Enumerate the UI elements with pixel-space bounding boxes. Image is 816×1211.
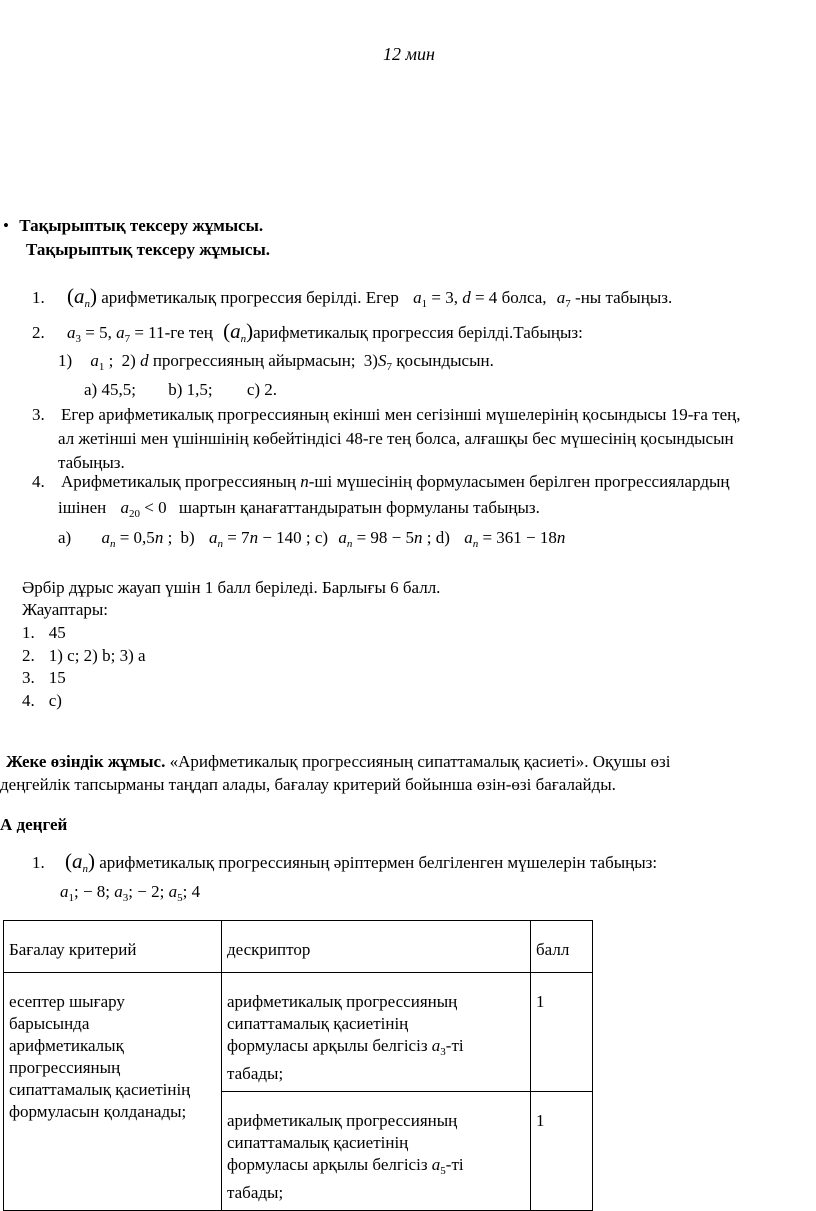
section-title: Тақырыптық тексеру жұмысы. [19,216,264,235]
question-text: -ші мүшесінің формуласымен берілген прогрессиялардың [308,472,730,491]
question-number: 2. [32,323,45,342]
descriptor-line: арифметикалық прогрессияның [227,1111,458,1130]
formula: $S_7$ [377,351,392,373]
answer-number: 1. [22,623,35,642]
formula: $a_n = 361 - 18n$ [464,528,566,550]
question-text: Арифметикалық прогрессияның [61,472,296,491]
section-title-text: Тақырыптық тексеру жұмысы. [26,240,270,259]
formula: $a_{20} < 0$ [120,498,167,520]
table-row [4,973,593,1092]
formula: $a_n = 7n - 140$ ; [208,528,311,550]
section-title-repeat [26,240,270,260]
answer-text: 45 [48,623,66,642]
header-time: 12 мин [383,44,435,64]
criterion-line: формуласын қолданады; [9,1102,187,1121]
question-1 [32,284,672,310]
formula: $(a_n)$ [67,284,97,310]
descriptor-line: табады; [227,1183,284,1202]
answer-text: 1) c; 2) b; 3) a [48,645,146,665]
subitem-number: 1) [58,351,73,370]
criterion-line: сипаттамалық қасиетінің [9,1080,191,1099]
answers-list [22,622,146,712]
question-text: болса, [501,288,547,307]
table-header: Бағалау критерий [4,921,222,973]
question-text: арифметикалық прогрессия берілді. Егер [101,288,399,307]
answer-text: 15 [48,668,66,687]
formula: $a_n = 0,5n$ ; [101,528,173,550]
option-b: b) 1,5; [168,380,213,399]
descriptor-line [227,1035,525,1063]
formula: $a_7$ [556,288,571,310]
question-number: 1. [32,853,45,872]
answer-number: 3. [22,668,35,687]
criterion-line: есептер шығару [9,992,125,1011]
question-text: ішінен [58,498,107,517]
question-text: табыңыз. [58,453,125,472]
section2-line2: деңгейлік тапсырманы таңдап алады, бағалау критерий бойынша өзін-өзі бағалайды. [0,775,616,794]
formula: $a_1$ ; [90,351,114,373]
level-title [0,815,67,835]
answer-number: 4. [22,690,35,710]
question-4-line2 [58,498,540,520]
section2-title-bold: Жеке өзіндік жұмыс. [6,752,166,771]
formula: d [140,351,149,370]
level-question-1-terms [60,882,200,904]
question-text: шартын қанағаттандыратын формуланы табыңыз. [178,498,540,517]
answer-text: c) [48,690,62,710]
answer-item [22,667,146,690]
descriptor-text: -ті [445,1036,464,1055]
question-number: 4. [32,472,45,491]
formula: $a_n = 98 - 5n$ ; [338,528,432,550]
descriptor-text: формуласы арқылы белгісіз [227,1155,428,1174]
formula: $a_1 = 3$, d = 4 [413,288,498,310]
option-c: c) 2. [246,380,278,399]
score-note: Әрбір дұрыс жауап үшін 1 балл беріледі. Барлығы 6 балл. [22,578,441,597]
criterion-line: барысында [9,1014,90,1033]
descriptor-cell [222,1092,531,1211]
descriptor-line: сипаттамалық қасиетінің [227,1133,409,1152]
subitem-text: қосындысын. [396,351,494,370]
answer-item [22,690,146,713]
formula: $a_3 = 5$, $a_7 = 11$ [67,323,165,345]
table-header: дескриптор [222,921,531,973]
descriptor-line: табады; [227,1064,284,1083]
score-cell: 1 [531,1092,593,1211]
formula: $a_3$ [431,1036,446,1058]
descriptor-line: арифметикалық прогрессияның [227,992,458,1011]
level-title-text: А деңгей [0,815,68,834]
table-header-row [4,921,593,973]
score-cell: 1 [531,973,593,1092]
question-2-sub [58,351,494,373]
question-number: 1. [32,288,45,307]
answer-number: 2. [22,645,35,665]
question-number: 3. [32,405,45,424]
answers-title: Жауаптары: [22,600,109,619]
criterion-cell [4,973,222,1211]
subitem-text: прогрессияның айырмасын; [152,351,356,370]
descriptor-text: формуласы арқылы белгісіз [227,1036,428,1055]
criterion-line: прогрессияның [9,1058,121,1077]
table-header: балл [531,921,593,973]
question-text: ал жетінші мен үшіншінің көбейтіндісі 48-ге тең болса, алғашқы бес мүшесінің қосындысын [58,429,734,448]
subitem-number: 2) [121,351,136,370]
question-3 [32,403,740,475]
section-title-bullet [3,216,263,236]
option-c: c) [314,528,329,547]
question-text: -ге тең [164,323,213,342]
criteria-table [3,920,593,1211]
formula: $a_1$; − 8; $a_3$; − 2; $a_5$; 4 [60,882,201,904]
option-a: а) 45,5; [84,380,136,399]
formula: $a_5$ [431,1155,446,1177]
subitem-number: 3) [363,351,378,370]
formula: n [300,472,309,491]
question-text: арифметикалық прогрессияның әріптермен белгіленген мүшелерін табыңыз: [99,853,658,872]
level-question-1 [32,849,657,875]
descriptor-line [227,1154,525,1182]
question-text: Егер арифметикалық прогрессияның екінші мен сегізінші мүшелерінің қосындысы 19-ға тең, [61,405,741,424]
option-d: d) [435,528,450,547]
answer-item [22,645,146,668]
criterion-line: арифметикалық [9,1036,124,1055]
question-4 [32,472,729,492]
question-2-options [84,380,277,400]
question-text: -ны табыңыз. [575,288,673,307]
answer-item [22,622,146,645]
section2-title [6,752,670,772]
question-4-options [58,528,565,550]
descriptor-line: сипаттамалық қасиетінің [227,1014,409,1033]
bullet-icon: • [3,216,9,235]
formula: $(a_n)$ [223,319,254,345]
question-text: арифметикалық прогрессия берілді.Табыңыз: [253,323,583,342]
question-2 [32,319,583,345]
section2-title-text: «Арифметикалық прогрессияның сипаттамалық қасиеті». Оқушы өзі [169,752,671,771]
option-b: b) [180,528,195,547]
option-a: а) [58,528,72,547]
descriptor-cell [222,973,531,1092]
descriptor-text: -ті [445,1155,464,1174]
formula: $(a_n)$ [65,849,95,875]
